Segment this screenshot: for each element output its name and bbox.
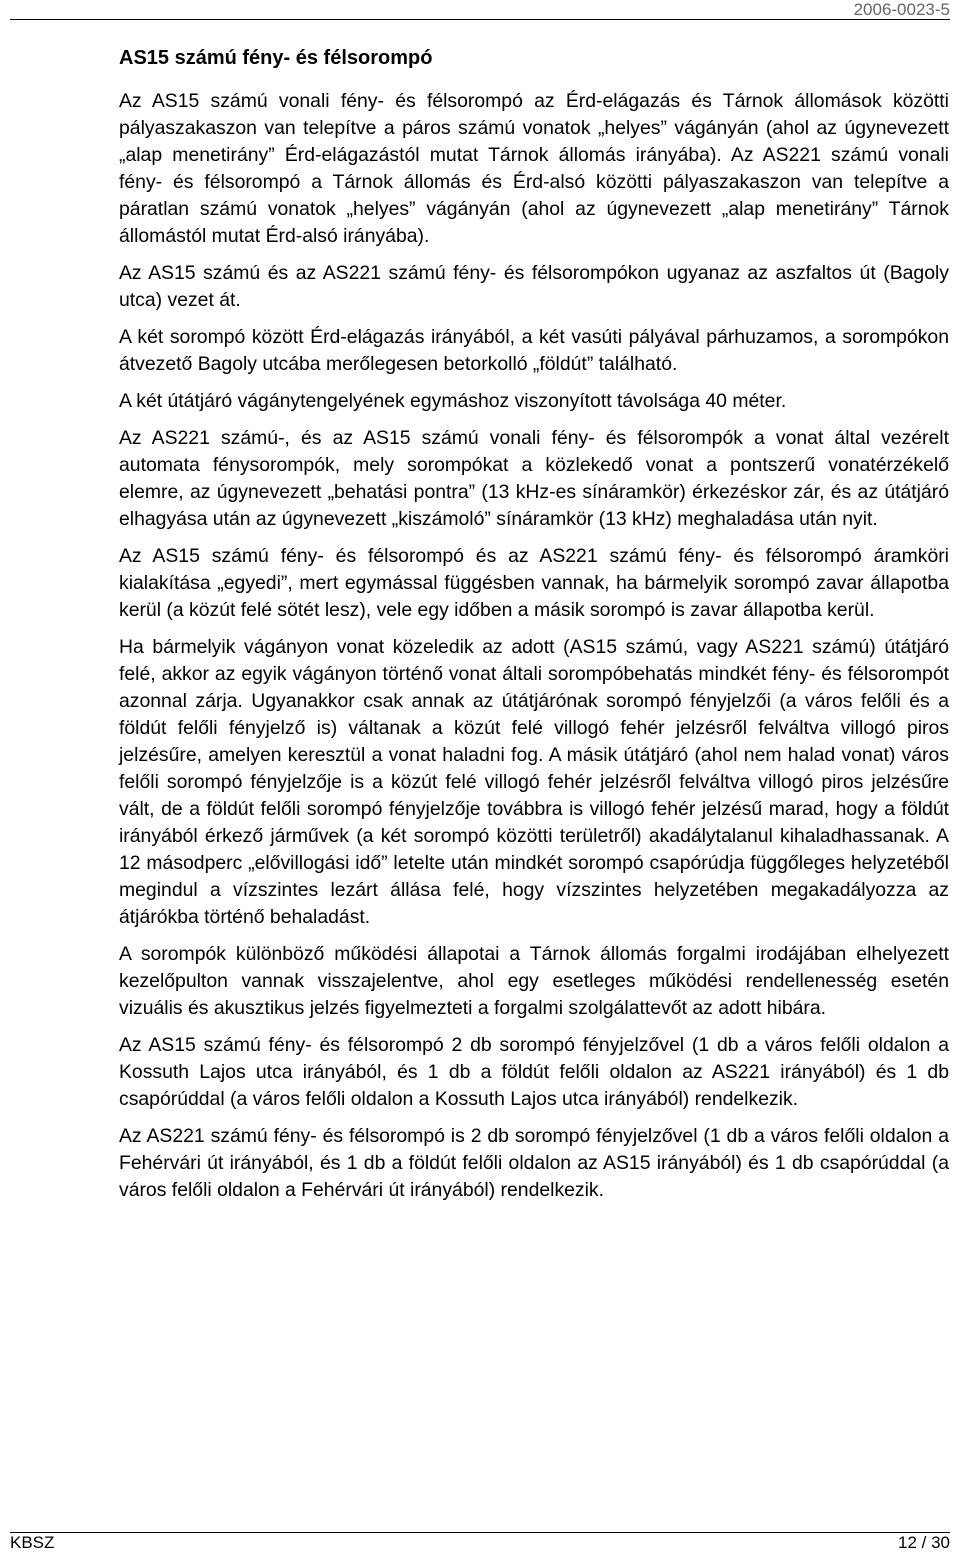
paragraph-4: A két útátjáró vágánytengelyének egymáshoz viszonyított távolsága 40 méter. — [119, 390, 787, 412]
paragraph-8: A sorompók különböző működési állapotai a Tárnok állomás forgalmi irodájában elhelyezett kezelőpulton vannak visszajelentve, ahol egy esetleges működési rendellenesség esetén vizuális és akusztikus jelzés figyelmezteti a forgalmi szolgálattevőt az adott hibára. — [119, 943, 949, 1019]
header-divider — [10, 19, 950, 20]
paragraph-9: Az AS15 számú fény- és félsorompó 2 db sorompó fényjelzővel (1 db a város felőli oldalon a Kossuth Lajos utca irányából, és 1 db a földút felőli oldalon az AS221 irányából) és 1 db csapórúddal (a város felőli oldalon a Kossuth Lajos utca irányából) rendelkezik. — [119, 1034, 949, 1110]
paragraph-2: Az AS15 számú és az AS221 számú fény- és félsorompókon ugyanaz az aszfaltos út (Bagoly utca) vezet át. — [119, 262, 949, 311]
paragraph-7: Ha bármelyik vágányon vonat közeledik az adott (AS15 számú, vagy AS221 számú) útátjáró felé, akkor az egyik vágányon történő vonat általi sorompóbehatás mindkét fény- és félsorompót azonnal zárja. Ugyanakkor csak annak az útátjárónak sorompó fényjelzői (a város felőli és a földút felőli fényjelző is) váltanak a közút felé villogó fehér jelzésről felváltva villogó piros jelzésűre, amelyen keresztül a vonat haladni fog. A másik útátjáró (ahol nem halad vonat) város felőli sorompó fényjelzője is a közút felé villogó fehér jelzésről felváltva villogó piros jelzésűre vált, de a földút felőli sorompó fényjelzője továbbra is villogó fehér jelzésű marad, hogy a földút irányából érkező járművek (a két sorompó közötti területről) akadálytalanul kihaladhassanak. A 12 másodperc „elővillogási idő” letelte után mindkét sorompó csapórúdja függőleges helyzetéből megindul a vízszintes lezárt állása felé, hogy vízszintes helyzetében megakadályozza az átjárókba történő behaladást. — [119, 636, 949, 928]
page-content — [119, 44, 949, 1214]
paragraph-3: A két sorompó között Érd-elágazás irányából, a két vasúti pályával párhuzamos, a sorompókon átvezető Bagoly utcába merőlegesen betorkolló „földút” található. — [119, 326, 949, 375]
footer-label: KBSZ — [10, 1533, 55, 1552]
paragraph-5: Az AS221 számú-, és az AS15 számú vonali fény- és félsorompók a vonat által vezérelt automata fénysorompók, mely sorompókat a közlekedő vonat a pontszerű vonatérzékelő elemre, az úgynevezett „behatási pontra” (13 kHz-es sínáramkör) érkezéskor zár, és az útátjáró elhagyása után az úgynevezett „kiszámoló” sínáramkör (13 kHz) meghaladása után nyit. — [119, 427, 949, 530]
document-code: 2006-0023-5 — [853, 0, 950, 19]
page-number: 12 / 30 — [898, 1533, 950, 1552]
paragraph-6: Az AS15 számú fény- és félsorompó és az AS221 számú fény- és félsorompó áramköri kialakítása „egyedi”, mert egymással függésben vannak, ha bármelyik sorompó zavar állapotba kerül (a közút felé sötét lesz), vele egy időben a másik sorompó is zavar állapotba kerül. — [119, 545, 949, 621]
section-title: AS15 számú fény- és félsorompó — [119, 47, 433, 69]
paragraph-1: Az AS15 számú vonali fény- és félsorompó az Érd-elágazás és Tárnok állomások közötti pályaszakaszon van telepítve a páros számú vonatok „helyes” vágányán (ahol az úgynevezett „alap menetirány” Érd-elágazástól mutat Tárnok állomás irányába). Az AS221 számú vonali fény- és félsorompó a Tárnok állomás és Érd-alsó közötti pályaszakaszon van telepítve a páratlan számú vonatok „helyes” vágányán (ahol az úgynevezett „alap menetirány” Tárnok állomástól mutat Érd-alsó irányába). — [119, 90, 949, 247]
paragraph-10: Az AS221 számú fény- és félsorompó is 2 db sorompó fényjelzővel (1 db a város felőli oldalon a Fehérvári út irányából, és 1 db a földút felőli oldalon az AS15 irányából) és 1 db csapórúddal (a város felőli oldalon a Fehérvári út irányából) rendelkezik. — [119, 1125, 949, 1201]
footer-divider — [10, 1532, 950, 1533]
